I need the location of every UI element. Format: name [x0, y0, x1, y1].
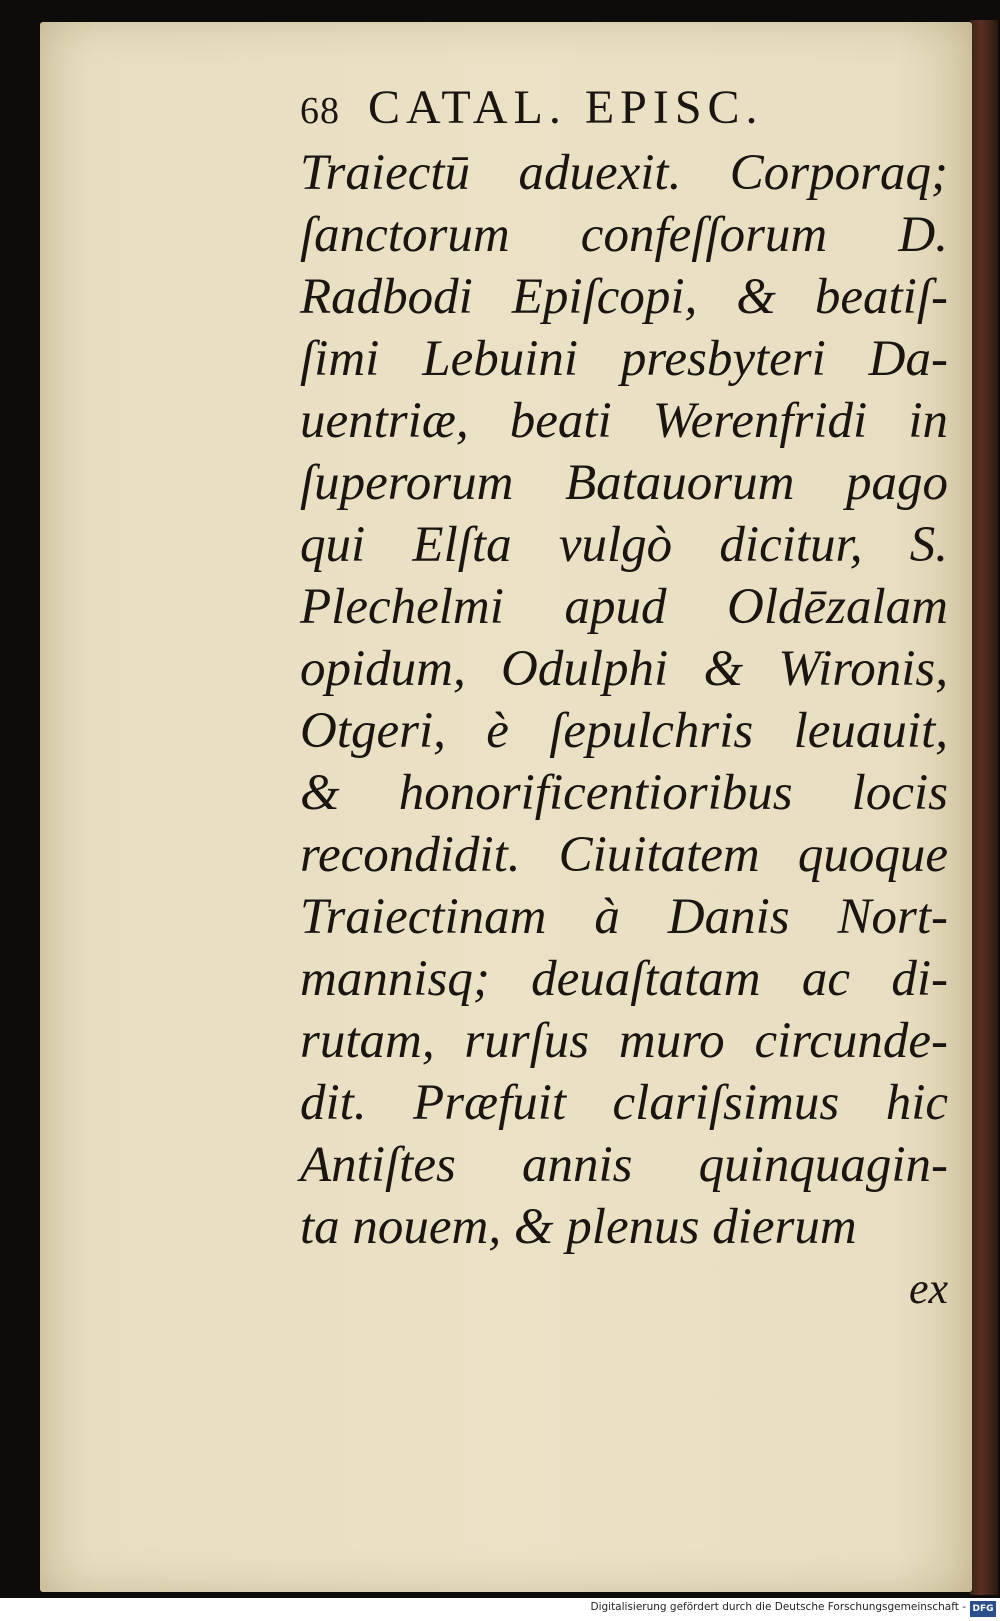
text-line: mannisq; deuaſtatam ac di- [300, 951, 948, 1007]
text-line: Plechelmi apud Oldēzalam [300, 579, 948, 635]
text-line: & honorificentioribus locis [300, 765, 948, 821]
page-number: 68 [300, 90, 340, 132]
text-line: uentriæ, beati Werenfridi in [300, 393, 948, 449]
footer-bar [0, 1598, 1000, 1621]
text-line: rutam, rurſus muro circunde- [300, 1013, 948, 1069]
text-line: recondidit. Ciuitatem quoque [300, 827, 948, 883]
text-line: ſuperorum Batauorum pago [300, 455, 948, 511]
text-line: dit. Præfuit clariſsimus hic [300, 1075, 948, 1131]
text-line: Traiectinam à Danis Nort- [300, 889, 948, 945]
text-line: Otgeri, è ſepulchris leuauit, [300, 703, 948, 759]
text-line: ſimi Lebuini presbyteri Da- [300, 331, 948, 387]
catchword: ex [908, 1264, 948, 1313]
text-line: ta nouem, & plenus dierum [300, 1199, 857, 1255]
book-edge [970, 20, 998, 1595]
text-line: Traiectū aduexit. Corporaq; [300, 145, 948, 201]
page-text [300, 80, 970, 1320]
text-line: qui Elſta vulgò dicitur, S. [300, 517, 948, 573]
funding-notice: Digitalisierung gefördert durch die Deutsche Forschungsgemeinschaft - [590, 1601, 966, 1613]
text-line: Radbodi Epiſcopi, & beatiſ- [300, 269, 948, 325]
text-line: ſanctorum confeſſorum D. [300, 207, 948, 263]
page-header [300, 80, 970, 138]
running-head: CATAL. EPISC. [368, 81, 764, 134]
body-text [300, 142, 970, 1320]
dfg-logo: DFG [970, 1601, 996, 1617]
text-line: opidum, Odulphi & Wironis, [300, 641, 948, 697]
text-line: Antiſtes annis quinquagin- [300, 1137, 948, 1193]
